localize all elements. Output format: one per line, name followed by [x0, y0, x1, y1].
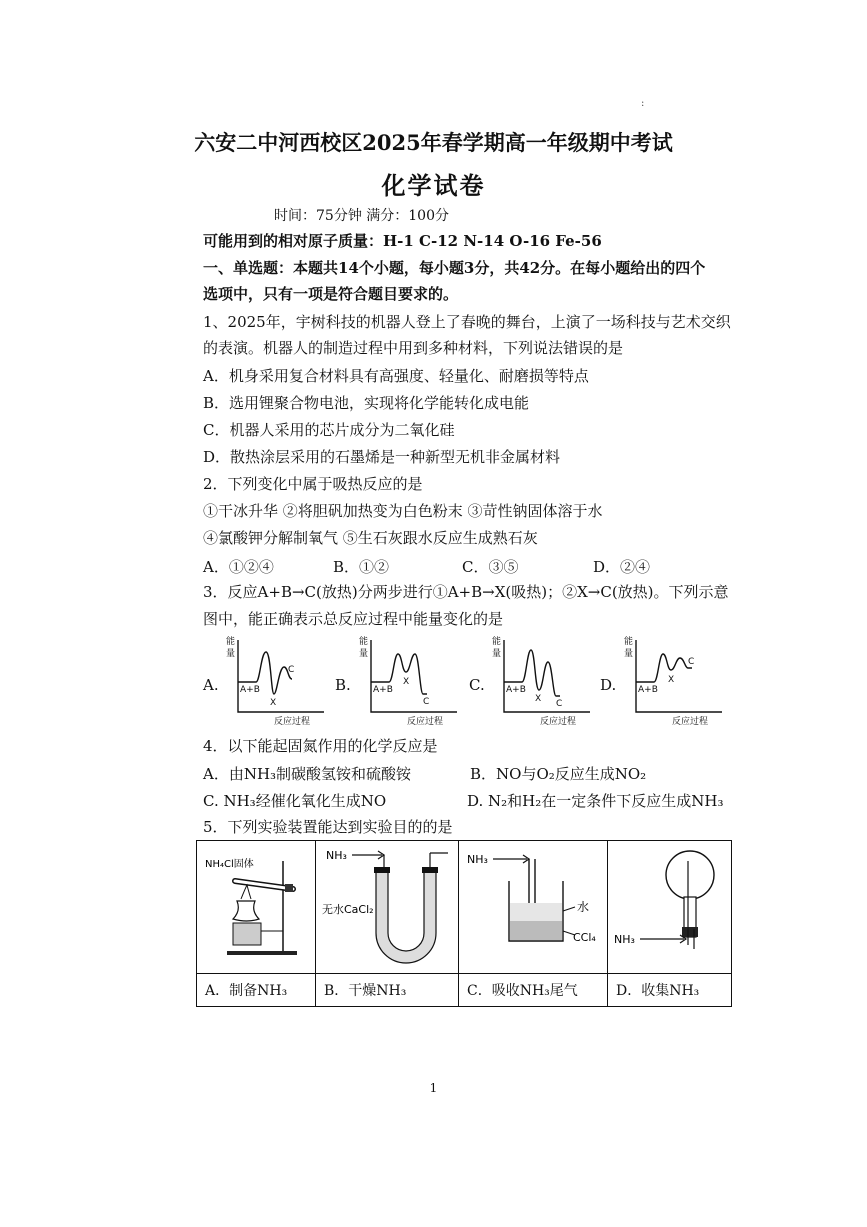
graph-a-x: X [270, 698, 277, 708]
graph-b-reactants: A+B [373, 685, 393, 695]
apparatus-b-u-tube [316, 841, 458, 969]
q5-apparatus-table [196, 840, 732, 1007]
section-heading-line1: 一、单选题：本题共14个小题，每小题3分，共42分。在每小题给出的四个 [203, 259, 706, 277]
section-heading-line2: 选项中，只有一项是符合题目要求的。 [203, 285, 459, 303]
apparatus-d-flask [608, 841, 731, 969]
graph-c-c: C [556, 699, 563, 709]
q3-option-a-label: A. [203, 676, 219, 694]
q2-items-line1: ①干冰升华 ②将胆矾加热变为白色粉末 ③苛性钠固体溶于水 [203, 502, 603, 520]
exam-title: 六安二中河西校区2025年春学期高一年级期中考试 [194, 130, 673, 155]
q3-stem-line2: 图中，能正确表示总反应过程中能量变化的是 [203, 610, 504, 628]
q4-stem: 4．以下能起固氮作用的化学反应是 [203, 737, 438, 755]
q2-option-a: A．①②④ [203, 558, 274, 576]
time-info: 时间：75分钟 满分：100分 [274, 208, 449, 224]
q4-option-d: D. N₂和H₂在一定条件下反应生成NH₃ [467, 792, 724, 810]
apparatus-b-gas-label: NH₃ [326, 849, 347, 862]
q3-option-d-label: D. [600, 676, 617, 694]
atomic-masses: 可能用到的相对原子质量：H-1 C-12 N-14 O-16 Fe-56 [203, 232, 602, 250]
graph-a-c: C [288, 665, 295, 675]
q1-stem-line2: 的表演。机器人的制造过程中用到多种材料，下列说法错误的是 [203, 339, 624, 357]
graph-a-xlabel: 反应过程 [274, 717, 311, 727]
graph-d-ylabel-1: 能 [624, 637, 634, 647]
graph-b-ylabel-1: 能 [359, 637, 369, 647]
q5-stem: 5．下列实验装置能达到实验目的的是 [203, 818, 453, 836]
graph-a-ylabel-2: 量 [226, 649, 236, 659]
q2-items-line2: ④氯酸钾分解制氧气 ⑤生石灰跟水反应生成熟石灰 [203, 529, 538, 547]
graph-d-c: C [688, 657, 695, 667]
q3-stem-line1: 3．反应A+B→C(放热)分两步进行①A+B→X(吸热)；②X→C(放热)。下列示意 [203, 583, 729, 601]
apparatus-d-cell [608, 841, 732, 974]
page-number: 1 [429, 1081, 438, 1095]
q4-option-a: A．由NH₃制碳酸氢铵和硫酸铵 [203, 765, 412, 783]
apparatus-c-water-label: 水 [577, 900, 590, 914]
q3-energy-diagram-c [490, 632, 620, 727]
q1-stem-line1: 1、2025年，宇树科技的机器人登上了春晚的舞台，上演了一场科技与艺术交织 [203, 313, 731, 331]
apparatus-a-cell [197, 841, 316, 974]
exam-subtitle: 化学试卷 [381, 171, 486, 200]
graph-b-ylabel-2: 量 [359, 649, 369, 659]
graph-d-reactants: A+B [638, 685, 658, 695]
graph-d-x: X [668, 675, 675, 685]
apparatus-c-gas-label: NH₃ [467, 853, 488, 866]
apparatus-b-cell [316, 841, 459, 974]
apparatus-c-cell [459, 841, 608, 974]
apparatus-b-drying-label: 无水CaCl₂ [322, 903, 374, 916]
graph-b-c: C [423, 697, 430, 707]
graph-d-ylabel-2: 量 [624, 649, 634, 659]
scan-mark: : [641, 98, 645, 109]
q2-stem: 2．下列变化中属于吸热反应的是 [203, 475, 423, 493]
q2-option-d: D．②④ [593, 558, 651, 576]
q1-option-c: C．机器人采用的芯片成分为二氧化硅 [203, 421, 455, 439]
caption-b: B．干燥NH₃ [316, 974, 459, 1007]
q4-option-b: B．NO与O₂反应生成NO₂ [470, 765, 647, 783]
q3-energy-diagram-d [622, 632, 752, 727]
graph-b-x: X [403, 677, 410, 687]
apparatus-d-gas-label: NH₃ [614, 933, 635, 946]
q1-option-a: A．机身采用复合材料具有高强度、轻量化、耐磨损等特点 [203, 367, 589, 385]
graph-c-ylabel-2: 量 [492, 649, 502, 659]
graph-d-xlabel: 反应过程 [672, 717, 709, 727]
graph-b-xlabel: 反应过程 [407, 717, 444, 727]
q3-energy-diagram-a [224, 632, 354, 727]
q3-option-b-label: B. [335, 676, 351, 694]
graph-a-ylabel-1: 能 [226, 637, 236, 647]
caption-d: D．收集NH₃ [608, 974, 732, 1007]
apparatus-a-label: NH₄Cl固体 [205, 859, 254, 870]
q4-option-c: C. NH₃经催化氧化生成NO [203, 792, 387, 810]
caption-c: C．吸收NH₃尾气 [459, 974, 608, 1007]
graph-c-ylabel-1: 能 [492, 637, 502, 647]
q1-option-d: D．散热涂层采用的石墨烯是一种新型无机非金属材料 [203, 448, 561, 466]
graph-a-reactants: A+B [240, 685, 260, 695]
q1-option-b: B．选用锂聚合物电池，实现将化学能转化成电能 [203, 394, 530, 412]
q3-energy-diagram-b [357, 632, 487, 727]
q3-option-c-label: C. [469, 676, 485, 694]
apparatus-a-heating-tube [197, 841, 315, 969]
apparatus-c-beaker [459, 841, 607, 969]
graph-c-reactants: A+B [506, 685, 526, 695]
graph-c-x: X [535, 694, 542, 704]
graph-c-xlabel: 反应过程 [540, 717, 577, 727]
apparatus-c-ccl4-label: CCl₄ [573, 931, 596, 944]
q2-option-b: B．①② [333, 558, 390, 576]
q2-option-c: C．③⑤ [462, 558, 519, 576]
caption-a: A．制备NH₃ [197, 974, 316, 1007]
